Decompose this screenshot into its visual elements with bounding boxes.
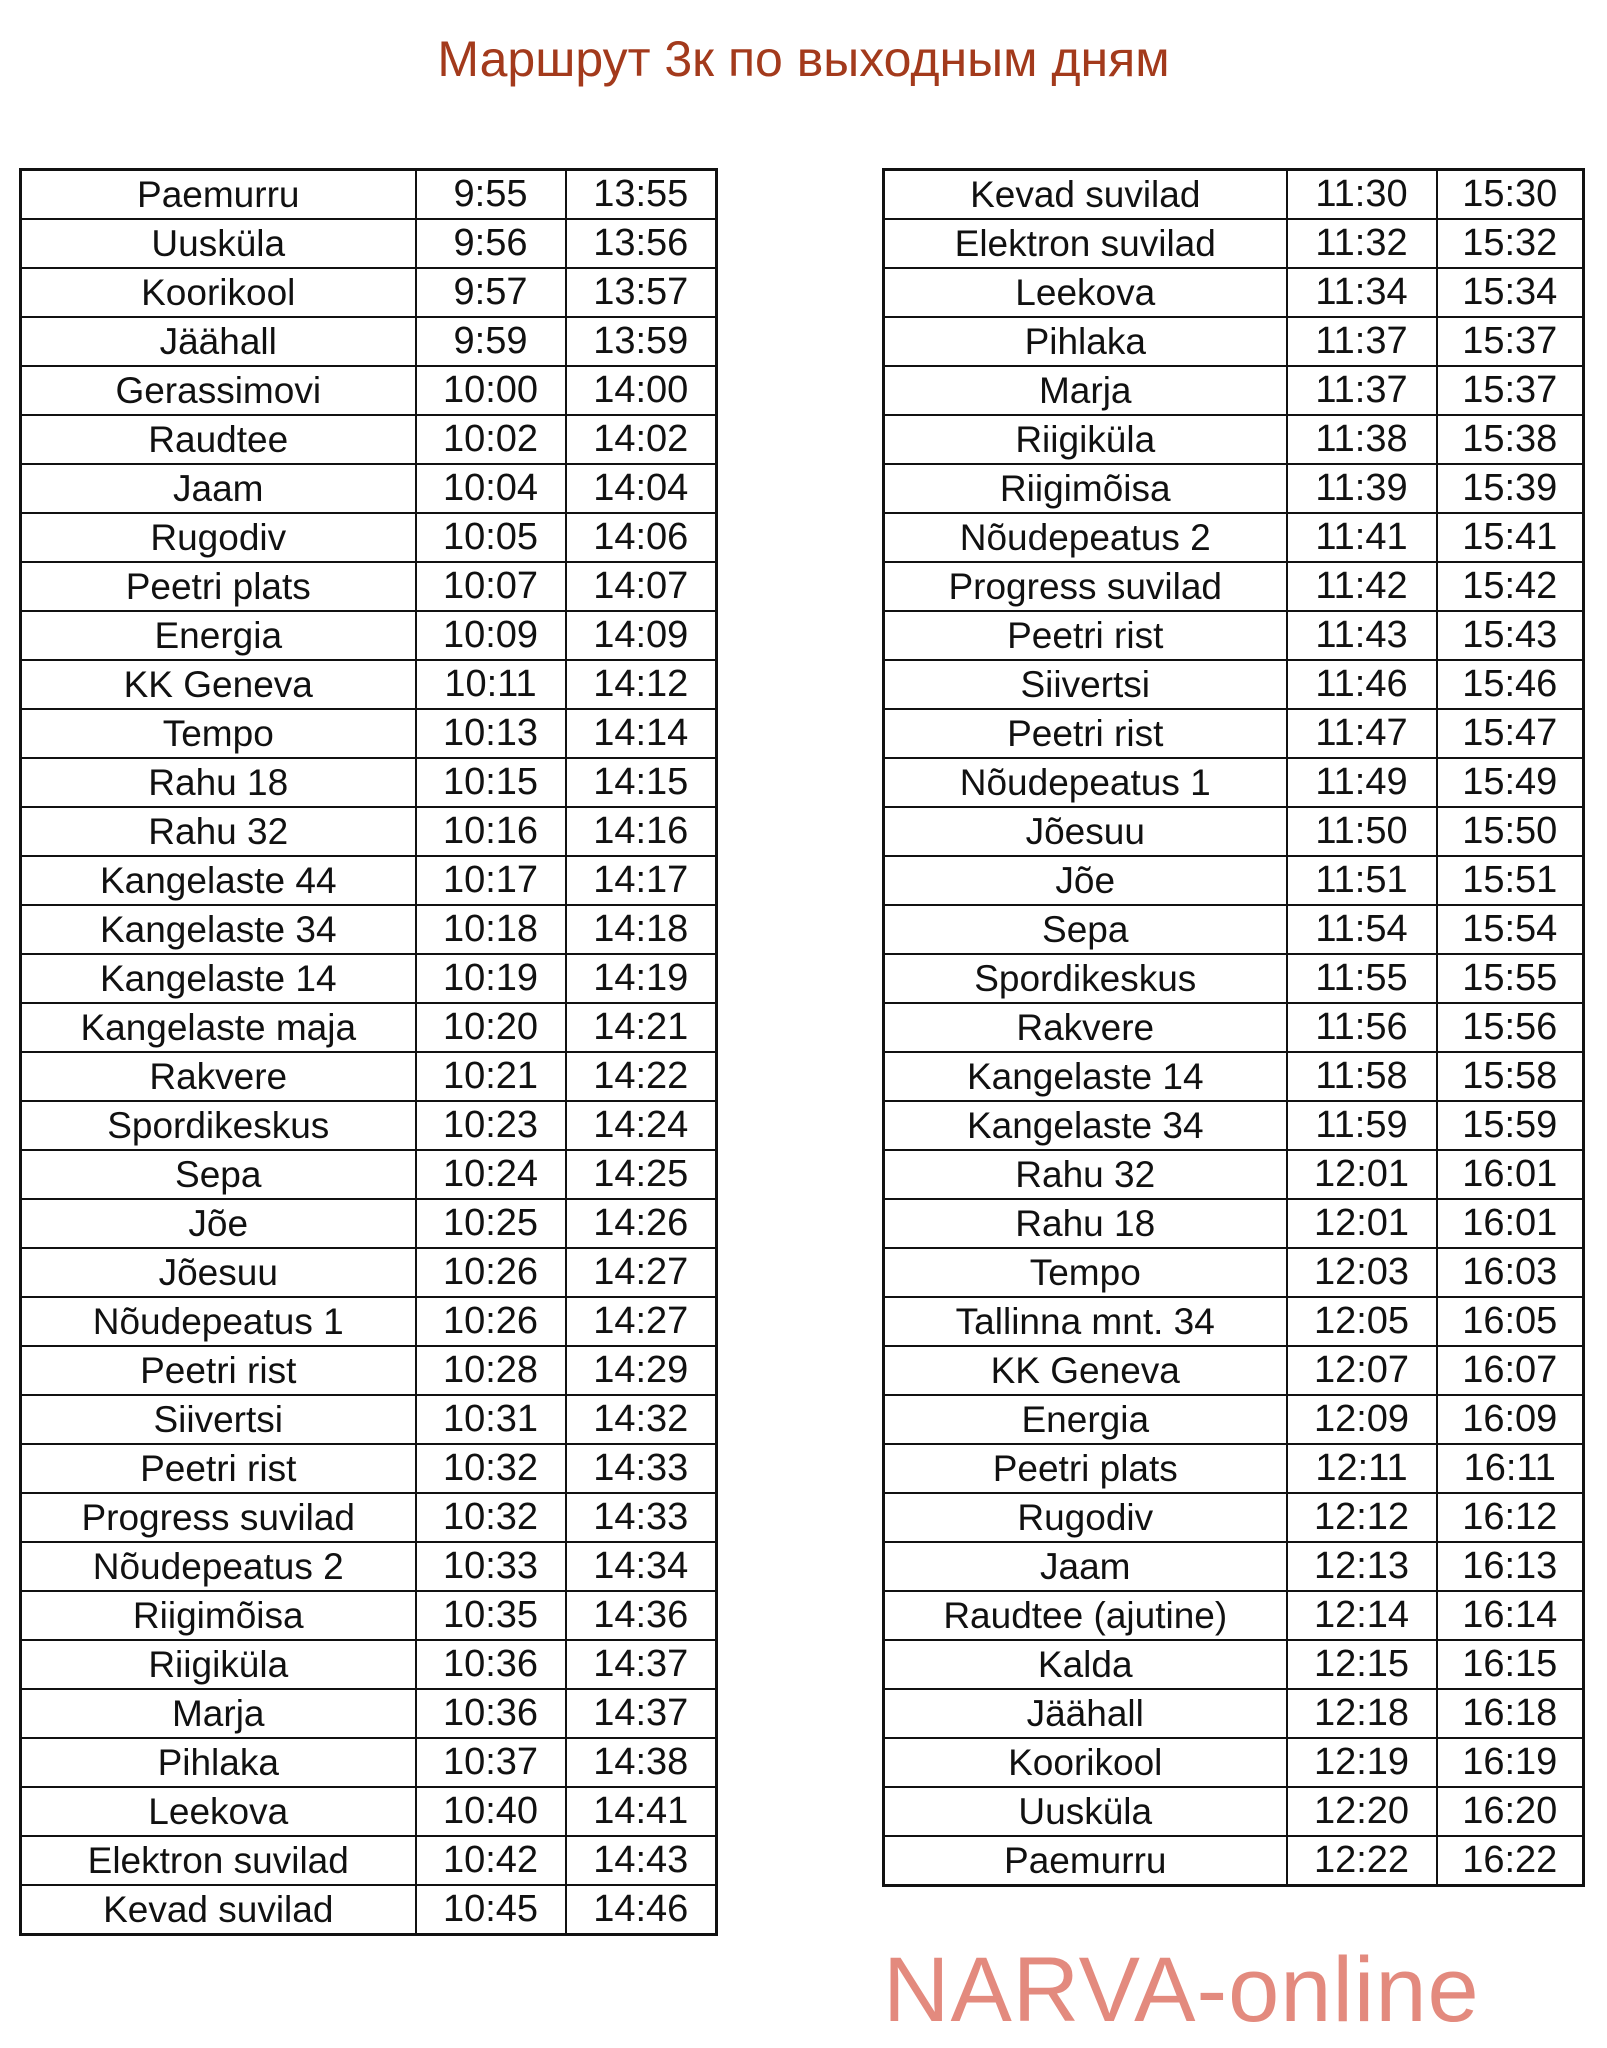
page-title: Маршрут 3к по выходным дням [437,31,1170,87]
departure-time-2-cell: 14:09 [566,611,717,660]
departure-time-2-cell: 15:58 [1437,1052,1584,1101]
stop-name-cell: Paemurru [884,1836,1287,1886]
departure-time-2-cell: 15:38 [1437,415,1584,464]
stop-name-cell: Rahu 18 [884,1199,1287,1248]
table-row [884,954,1584,1003]
departure-time-2-cell: 16:14 [1437,1591,1584,1640]
departure-time-2-cell: 14:27 [566,1248,717,1297]
stop-name-cell: KK Geneva [884,1346,1287,1395]
departure-time-2-cell: 14:37 [566,1689,717,1738]
table-row [21,1542,717,1591]
departure-time-2-cell: 16:01 [1437,1150,1584,1199]
stop-name-cell: Peetri rist [21,1346,416,1395]
stop-name-cell: Tempo [21,709,416,758]
table-row [884,1689,1584,1738]
departure-time-2-cell: 15:51 [1437,856,1584,905]
departure-time-2-cell: 15:59 [1437,1101,1584,1150]
stop-name-cell: Paemurru [21,170,416,220]
departure-time-1-cell: 12:11 [1287,1444,1437,1493]
table-row [884,905,1584,954]
timetable-left [19,168,718,1936]
table-row [884,611,1584,660]
departure-time-2-cell: 14:24 [566,1101,717,1150]
stop-name-cell: Riigiküla [884,415,1287,464]
stop-name-cell: Nõudepeatus 2 [884,513,1287,562]
departure-time-1-cell: 10:31 [416,1395,566,1444]
departure-time-1-cell: 11:58 [1287,1052,1437,1101]
departure-time-1-cell: 11:41 [1287,513,1437,562]
departure-time-1-cell: 10:23 [416,1101,566,1150]
departure-time-1-cell: 11:39 [1287,464,1437,513]
stop-name-cell: Pihlaka [884,317,1287,366]
departure-time-2-cell: 14:07 [566,562,717,611]
departure-time-1-cell: 10:11 [416,660,566,709]
departure-time-2-cell: 16:07 [1437,1346,1584,1395]
table-row [884,513,1584,562]
table-row [884,1493,1584,1542]
departure-time-2-cell: 13:59 [566,317,717,366]
departure-time-2-cell: 16:18 [1437,1689,1584,1738]
stop-name-cell: Sepa [21,1150,416,1199]
stop-name-cell: Uusküla [884,1787,1287,1836]
table-row [21,1836,717,1885]
stop-name-cell: Energia [21,611,416,660]
departure-time-1-cell: 10:21 [416,1052,566,1101]
departure-time-1-cell: 12:05 [1287,1297,1437,1346]
departure-time-1-cell: 10:04 [416,464,566,513]
departure-time-1-cell: 10:28 [416,1346,566,1395]
table-row [884,1591,1584,1640]
stop-name-cell: Elektron suvilad [884,219,1287,268]
table-row [21,954,717,1003]
departure-time-1-cell: 9:56 [416,219,566,268]
departure-time-1-cell: 11:32 [1287,219,1437,268]
departure-time-2-cell: 15:54 [1437,905,1584,954]
table-row [884,1787,1584,1836]
stop-name-cell: Jõe [884,856,1287,905]
table-row [21,513,717,562]
departure-time-1-cell: 10:26 [416,1248,566,1297]
departure-time-1-cell: 9:55 [416,170,566,220]
departure-time-1-cell: 10:32 [416,1493,566,1542]
departure-time-2-cell: 16:22 [1437,1836,1584,1886]
departure-time-2-cell: 14:32 [566,1395,717,1444]
departure-time-2-cell: 14:36 [566,1591,717,1640]
departure-time-1-cell: 11:56 [1287,1003,1437,1052]
departure-time-2-cell: 14:37 [566,1640,717,1689]
table-row [21,1052,717,1101]
departure-time-1-cell: 12:01 [1287,1150,1437,1199]
table-row [884,415,1584,464]
departure-time-1-cell: 11:47 [1287,709,1437,758]
departure-time-2-cell: 14:27 [566,1297,717,1346]
table-row [21,905,717,954]
departure-time-2-cell: 14:00 [566,366,717,415]
departure-time-2-cell: 14:38 [566,1738,717,1787]
departure-time-1-cell: 10:20 [416,1003,566,1052]
departure-time-2-cell: 15:50 [1437,807,1584,856]
stop-name-cell: Tallinna mnt. 34 [884,1297,1287,1346]
departure-time-2-cell: 14:33 [566,1444,717,1493]
table-row [21,807,717,856]
table-row [21,268,717,317]
departure-time-2-cell: 15:55 [1437,954,1584,1003]
departure-time-2-cell: 15:56 [1437,1003,1584,1052]
table-row [21,1640,717,1689]
departure-time-2-cell: 14:43 [566,1836,717,1885]
stop-name-cell: Kangelaste 44 [21,856,416,905]
table-row [884,1640,1584,1689]
stop-name-cell: Siivertsi [21,1395,416,1444]
stop-name-cell: Jäähall [884,1689,1287,1738]
table-row [21,1248,717,1297]
departure-time-2-cell: 14:46 [566,1885,717,1935]
table-row [21,758,717,807]
departure-time-2-cell: 15:34 [1437,268,1584,317]
table-row [21,1003,717,1052]
departure-time-1-cell: 12:15 [1287,1640,1437,1689]
departure-time-1-cell: 10:42 [416,1836,566,1885]
departure-time-1-cell: 12:13 [1287,1542,1437,1591]
stop-name-cell: Kevad suvilad [884,170,1287,220]
departure-time-2-cell: 15:49 [1437,758,1584,807]
table-row [21,219,717,268]
table-row [884,317,1584,366]
departure-time-2-cell: 16:20 [1437,1787,1584,1836]
stop-name-cell: Riigimõisa [884,464,1287,513]
departure-time-1-cell: 10:07 [416,562,566,611]
table-row [21,317,717,366]
departure-time-1-cell: 10:35 [416,1591,566,1640]
stop-name-cell: Nõudepeatus 2 [21,1542,416,1591]
table-row [21,1885,717,1935]
stop-name-cell: Riigimõisa [21,1591,416,1640]
departure-time-2-cell: 16:09 [1437,1395,1584,1444]
departure-time-1-cell: 12:12 [1287,1493,1437,1542]
table-row [884,1297,1584,1346]
departure-time-2-cell: 15:47 [1437,709,1584,758]
departure-time-1-cell: 9:59 [416,317,566,366]
departure-time-2-cell: 14:41 [566,1787,717,1836]
table-row [884,1346,1584,1395]
stop-name-cell: Nõudepeatus 1 [21,1297,416,1346]
stop-name-cell: Spordikeskus [21,1101,416,1150]
stop-name-cell: Rugodiv [884,1493,1287,1542]
stop-name-cell: Peetri plats [21,562,416,611]
table-row [21,709,717,758]
stop-name-cell: Rakvere [21,1052,416,1101]
departure-time-2-cell: 14:19 [566,954,717,1003]
stop-name-cell: Pihlaka [21,1738,416,1787]
departure-time-2-cell: 16:19 [1437,1738,1584,1787]
departure-time-2-cell: 16:05 [1437,1297,1584,1346]
departure-time-1-cell: 11:51 [1287,856,1437,905]
stop-name-cell: Rugodiv [21,513,416,562]
timetable-left-body [21,170,717,1935]
departure-time-2-cell: 14:34 [566,1542,717,1591]
departure-time-2-cell: 14:06 [566,513,717,562]
stop-name-cell: Jõesuu [21,1248,416,1297]
departure-time-2-cell: 13:55 [566,170,717,220]
stop-name-cell: Peetri plats [884,1444,1287,1493]
departure-time-2-cell: 14:33 [566,1493,717,1542]
stop-name-cell: Tempo [884,1248,1287,1297]
table-row [884,1738,1584,1787]
table-row [884,1150,1584,1199]
departure-time-1-cell: 10:09 [416,611,566,660]
stop-name-cell: Koorikool [884,1738,1287,1787]
table-row [21,464,717,513]
stop-name-cell: Jaam [884,1542,1287,1591]
departure-time-1-cell: 10:26 [416,1297,566,1346]
stop-name-cell: Progress suvilad [884,562,1287,611]
stop-name-cell: Kevad suvilad [21,1885,416,1935]
departure-time-2-cell: 15:43 [1437,611,1584,660]
table-row [21,366,717,415]
departure-time-1-cell: 10:25 [416,1199,566,1248]
departure-time-1-cell: 12:19 [1287,1738,1437,1787]
departure-time-2-cell: 14:15 [566,758,717,807]
stop-name-cell: Leekova [21,1787,416,1836]
table-row [21,170,717,220]
departure-time-1-cell: 10:33 [416,1542,566,1591]
departure-time-2-cell: 14:29 [566,1346,717,1395]
departure-time-1-cell: 11:43 [1287,611,1437,660]
departure-time-2-cell: 16:01 [1437,1199,1584,1248]
stop-name-cell: Jõesuu [884,807,1287,856]
stop-name-cell: Peetri rist [21,1444,416,1493]
table-row [884,1395,1584,1444]
departure-time-1-cell: 10:02 [416,415,566,464]
table-row [21,1297,717,1346]
departure-time-2-cell: 15:46 [1437,660,1584,709]
departure-time-1-cell: 12:22 [1287,1836,1437,1886]
departure-time-1-cell: 11:37 [1287,366,1437,415]
stop-name-cell: Kangelaste 34 [884,1101,1287,1150]
departure-time-2-cell: 14:17 [566,856,717,905]
table-row [884,1199,1584,1248]
departure-time-1-cell: 10:17 [416,856,566,905]
departure-time-1-cell: 10:19 [416,954,566,1003]
table-row [21,562,717,611]
departure-time-2-cell: 15:42 [1437,562,1584,611]
stop-name-cell: Siivertsi [884,660,1287,709]
stop-name-cell: Kangelaste maja [21,1003,416,1052]
departure-time-1-cell: 10:05 [416,513,566,562]
departure-time-2-cell: 16:12 [1437,1493,1584,1542]
departure-time-1-cell: 10:15 [416,758,566,807]
stop-name-cell: Sepa [884,905,1287,954]
departure-time-2-cell: 15:37 [1437,317,1584,366]
departure-time-2-cell: 14:14 [566,709,717,758]
narva-online-logo: NARVA-online [883,1939,1480,2041]
table-row [21,1591,717,1640]
departure-time-1-cell: 11:55 [1287,954,1437,1003]
departure-time-2-cell: 14:25 [566,1150,717,1199]
stop-name-cell: Jäähall [21,317,416,366]
departure-time-1-cell: 10:45 [416,1885,566,1935]
table-row [21,856,717,905]
departure-time-2-cell: 15:39 [1437,464,1584,513]
departure-time-1-cell: 10:18 [416,905,566,954]
stop-name-cell: Jõe [21,1199,416,1248]
departure-time-1-cell: 10:32 [416,1444,566,1493]
timetable-right-body [884,170,1584,1886]
table-row [884,709,1584,758]
stop-name-cell: Peetri rist [884,709,1287,758]
table-row [884,1052,1584,1101]
departure-time-1-cell: 11:34 [1287,268,1437,317]
departure-time-1-cell: 10:16 [416,807,566,856]
table-row [884,1444,1584,1493]
stop-name-cell: Leekova [884,268,1287,317]
table-row [21,1101,717,1150]
timetable-right [882,168,1585,1887]
departure-time-1-cell: 12:18 [1287,1689,1437,1738]
stop-name-cell: Rakvere [884,1003,1287,1052]
stop-name-cell: Raudtee (ajutine) [884,1591,1287,1640]
table-row [21,1150,717,1199]
departure-time-2-cell: 15:30 [1437,170,1584,220]
departure-time-2-cell: 14:21 [566,1003,717,1052]
table-row [21,1395,717,1444]
table-row [21,1738,717,1787]
table-row [21,660,717,709]
table-row [884,1836,1584,1886]
departure-time-2-cell: 16:03 [1437,1248,1584,1297]
table-row [884,807,1584,856]
departure-time-2-cell: 13:56 [566,219,717,268]
departure-time-1-cell: 11:30 [1287,170,1437,220]
stop-name-cell: Kangelaste 34 [21,905,416,954]
departure-time-2-cell: 14:18 [566,905,717,954]
departure-time-1-cell: 11:46 [1287,660,1437,709]
table-row [884,1003,1584,1052]
table-row [21,1689,717,1738]
departure-time-1-cell: 10:36 [416,1689,566,1738]
departure-time-2-cell: 14:02 [566,415,717,464]
departure-time-1-cell: 11:37 [1287,317,1437,366]
table-row [21,1444,717,1493]
departure-time-1-cell: 11:50 [1287,807,1437,856]
departure-time-2-cell: 14:16 [566,807,717,856]
table-row [884,170,1584,220]
departure-time-2-cell: 13:57 [566,268,717,317]
table-row [884,1248,1584,1297]
stop-name-cell: Kangelaste 14 [21,954,416,1003]
stop-name-cell: Rahu 32 [21,807,416,856]
table-row [884,464,1584,513]
departure-time-1-cell: 10:24 [416,1150,566,1199]
table-row [884,268,1584,317]
table-row [884,219,1584,268]
departure-time-2-cell: 14:26 [566,1199,717,1248]
table-row [21,611,717,660]
departure-time-1-cell: 12:20 [1287,1787,1437,1836]
stop-name-cell: Raudtee [21,415,416,464]
departure-time-2-cell: 14:04 [566,464,717,513]
table-row [884,660,1584,709]
departure-time-1-cell: 11:59 [1287,1101,1437,1150]
departure-time-1-cell: 12:07 [1287,1346,1437,1395]
table-row [21,1346,717,1395]
stop-name-cell: Marja [21,1689,416,1738]
departure-time-1-cell: 10:13 [416,709,566,758]
departure-time-2-cell: 15:41 [1437,513,1584,562]
stop-name-cell: Energia [884,1395,1287,1444]
stop-name-cell: Elektron suvilad [21,1836,416,1885]
departure-time-1-cell: 10:37 [416,1738,566,1787]
departure-time-1-cell: 12:14 [1287,1591,1437,1640]
departure-time-2-cell: 14:12 [566,660,717,709]
table-row [21,1199,717,1248]
table-row [884,856,1584,905]
stop-name-cell: Jaam [21,464,416,513]
table-row [884,366,1584,415]
departure-time-1-cell: 9:57 [416,268,566,317]
departure-time-1-cell: 11:54 [1287,905,1437,954]
table-row [884,562,1584,611]
table-row [21,1787,717,1836]
table-row [884,1542,1584,1591]
departure-time-1-cell: 12:01 [1287,1199,1437,1248]
departure-time-2-cell: 16:13 [1437,1542,1584,1591]
departure-time-2-cell: 15:37 [1437,366,1584,415]
stop-name-cell: Koorikool [21,268,416,317]
stop-name-cell: Progress suvilad [21,1493,416,1542]
table-row [884,1101,1584,1150]
table-row [21,415,717,464]
departure-time-1-cell: 10:00 [416,366,566,415]
departure-time-1-cell: 10:36 [416,1640,566,1689]
departure-time-1-cell: 10:40 [416,1787,566,1836]
departure-time-1-cell: 12:09 [1287,1395,1437,1444]
stop-name-cell: Rahu 32 [884,1150,1287,1199]
departure-time-2-cell: 15:32 [1437,219,1584,268]
table-row [884,758,1584,807]
stop-name-cell: Peetri rist [884,611,1287,660]
stop-name-cell: Nõudepeatus 1 [884,758,1287,807]
departure-time-1-cell: 11:49 [1287,758,1437,807]
stop-name-cell: Marja [884,366,1287,415]
departure-time-2-cell: 14:22 [566,1052,717,1101]
stop-name-cell: Kangelaste 14 [884,1052,1287,1101]
stop-name-cell: KK Geneva [21,660,416,709]
stop-name-cell: Kalda [884,1640,1287,1689]
departure-time-1-cell: 11:42 [1287,562,1437,611]
stop-name-cell: Gerassimovi [21,366,416,415]
table-row [21,1493,717,1542]
stop-name-cell: Spordikeskus [884,954,1287,1003]
stop-name-cell: Rahu 18 [21,758,416,807]
departure-time-1-cell: 11:38 [1287,415,1437,464]
departure-time-2-cell: 16:11 [1437,1444,1584,1493]
stop-name-cell: Riigiküla [21,1640,416,1689]
departure-time-2-cell: 16:15 [1437,1640,1584,1689]
departure-time-1-cell: 12:03 [1287,1248,1437,1297]
stop-name-cell: Uusküla [21,219,416,268]
